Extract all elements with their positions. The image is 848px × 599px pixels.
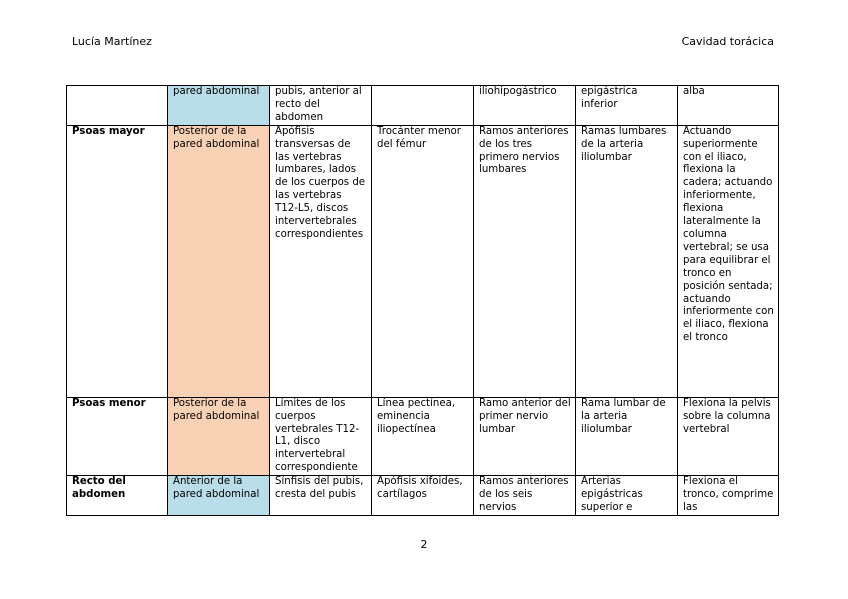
region-cell: Posterior de la pared abdominal <box>168 125 270 397</box>
insertion-cell <box>372 86 474 126</box>
region-cell: pared abdominal <box>168 86 270 126</box>
origin-cell: pubis, anterior al recto del abdomen <box>270 86 372 126</box>
table-row <box>67 397 779 475</box>
innervation-cell: Ramo anterior del primer nervio lumbar <box>474 397 576 475</box>
origin-cell: Sínfisis del pubis, cresta del pubis <box>270 476 372 516</box>
insertion-cell: Línea pectínea, eminencia iliopectínea <box>372 397 474 475</box>
irrigation-cell: Rama lumbar de la arteria iliolumbar <box>576 397 678 475</box>
innervation-cell: iliohipogástrico <box>474 86 576 126</box>
muscle-name-cell: Psoas mayor <box>67 125 168 397</box>
header-author: Lucía Martínez <box>72 35 152 48</box>
innervation-cell: Ramos anteriores de los tres primero nervios lumbares <box>474 125 576 397</box>
origin-cell: Límites de los cuerpos vertebrales T12-L1, disco intervertebral correspondiente <box>270 397 372 475</box>
table-row <box>67 476 779 516</box>
muscle-table <box>66 85 779 516</box>
innervation-cell: Ramos anteriores de los seis nervios <box>474 476 576 516</box>
muscle-name-cell: Recto del abdomen <box>67 476 168 516</box>
action-cell: Actuando superiormente con el iliaco, flexiona la cadera; actuando inferiormente, flexiona lateralmente la columna vertebral; se usa para equilibrar el tronco en posición sentada; actuando inferiormente con el iliaco, flexiona el tronco <box>678 125 779 397</box>
action-cell: Flexiona el tronco, comprime las <box>678 476 779 516</box>
origin-cell: Apófisis transversas de las vertebras lumbares, lados de los cuerpos de las vertebras T12-L5, discos intervertebrales correspondientes <box>270 125 372 397</box>
header-title: Cavidad torácica <box>681 35 774 48</box>
page-number: 2 <box>420 538 428 551</box>
action-cell: Flexiona la pelvis sobre la columna vertebral <box>678 397 779 475</box>
insertion-cell: Trocánter menor del fémur <box>372 125 474 397</box>
irrigation-cell: epigástrica inferior <box>576 86 678 126</box>
action-cell: alba <box>678 86 779 126</box>
muscle-name-cell <box>67 86 168 126</box>
table-row <box>67 86 779 126</box>
insertion-cell: Apófisis xifoides, cartílagos <box>372 476 474 516</box>
region-cell: Posterior de la pared abdominal <box>168 397 270 475</box>
irrigation-cell: Ramas lumbares de la arteria iliolumbar <box>576 125 678 397</box>
muscle-name-cell: Psoas menor <box>67 397 168 475</box>
region-cell: Anterior de la pared abdominal <box>168 476 270 516</box>
table-row <box>67 125 779 397</box>
irrigation-cell: Arterias epigástricas superior e <box>576 476 678 516</box>
